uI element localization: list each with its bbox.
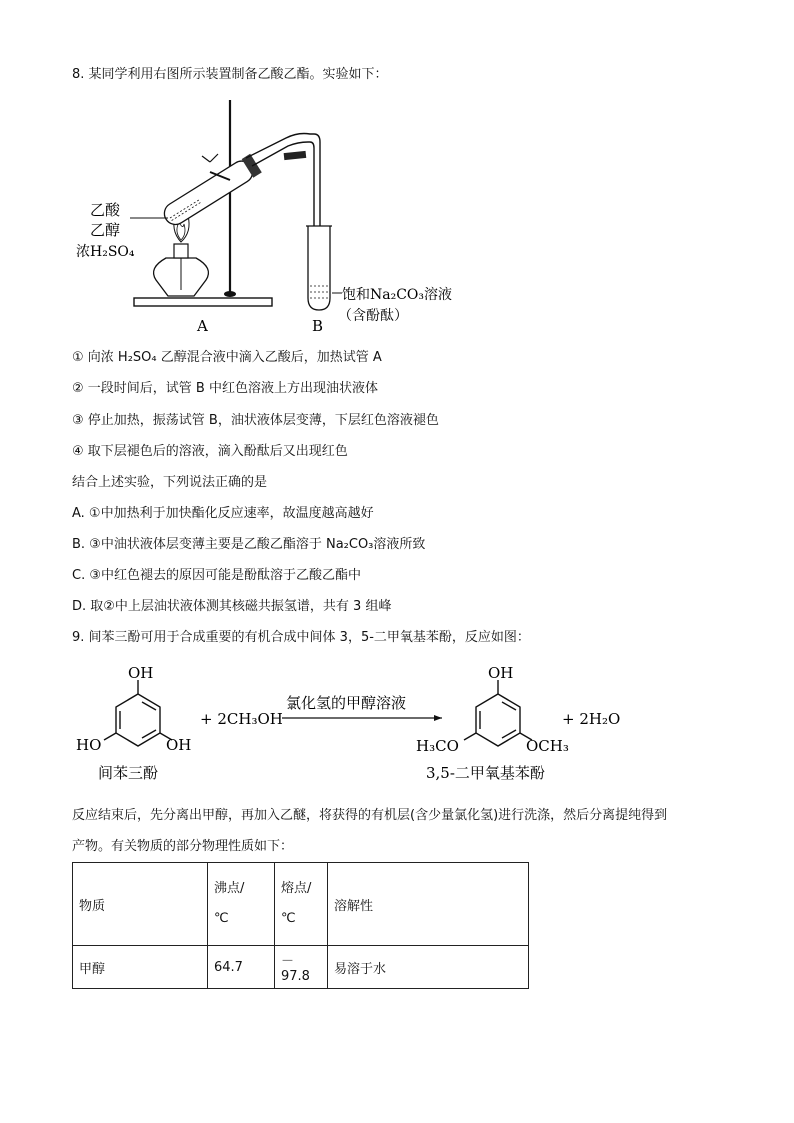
q8-step-3: ③ 停止加热，振荡试管 B，油状液体层变薄，下层红色溶液褪色 (72, 413, 439, 428)
q8-option-b: B. ③中油状液体层变薄主要是乙酸乙酯溶于 Na₂CO₃溶液所致 (72, 537, 426, 552)
label-ethanol: 乙醇 (90, 221, 121, 239)
label-tube-b: B (312, 317, 324, 335)
phloroglucinol-structure (104, 680, 172, 746)
label-sodium-carbonate: 饱和Na₂CO₃溶液 (342, 287, 453, 303)
q8-prompt: 结合上述实验，下列说法正确的是 (72, 475, 268, 490)
reagent-methanol: + 2CH₃OH (200, 710, 283, 728)
q8-step-4: ④ 取下层褪色后的溶液，滴入酚酞后又出现红色 (72, 444, 348, 459)
header-melting-point (275, 863, 328, 946)
header-mp-label: 熔点/ (281, 881, 312, 896)
physical-properties-table (72, 862, 529, 989)
q9-paragraph-line-2: 产物。有关物质的部分物理性质如下： (72, 839, 294, 854)
left-oh-left: HO (76, 736, 102, 754)
q8-stem: 8. 某同学利用右图所示装置制备乙酸乙酯。实验如下： (72, 67, 388, 82)
header-boiling-point (208, 863, 275, 946)
cell-boiling-point: 64.7 (208, 946, 275, 989)
label-acetic-acid: 乙酸 (90, 201, 121, 219)
q8-step-2: ② 一段时间后，试管 B 中红色溶液上方出现油状液体 (72, 381, 378, 396)
cell-substance: 甲醇 (73, 946, 208, 989)
label-tube-a: A (197, 317, 208, 335)
q9-paragraph-line-1: 反应结束后，先分离出甲醇，再加入乙醚，将获得的有机层(含少量氯化氢)进行洗涤，然后分离提纯得到 (72, 808, 668, 823)
q8-option-c: C. ③中红色褪去的原因可能是酚酞溶于乙酸乙酯中 (72, 568, 361, 583)
q8-option-d: D. 取②中上层油状液体测其核磁共振氢谱，共有 3 组峰 (72, 599, 392, 614)
header-mp-unit: ℃ (281, 911, 296, 926)
left-oh-right: OH (166, 736, 192, 754)
right-compound-name: 3,5-二甲氧基苯酚 (426, 764, 545, 782)
left-oh-top: OH (128, 664, 154, 682)
right-methoxy-left: H₃CO (416, 737, 459, 755)
cell-melting-point: －97.8 (275, 946, 328, 989)
label-conc-sulfuric-acid: 浓H₂SO₄ (76, 244, 135, 260)
label-phenolphthalein: （含酚酞） (338, 308, 408, 324)
right-oh-top: OH (488, 664, 514, 682)
q8-step-1: ① 向浓 H₂SO₄ 乙醇混合液中滴入乙酸后，加热试管 A (72, 350, 382, 365)
reaction-condition: 氯化氢的甲醇溶液 (286, 694, 407, 712)
header-substance: 物质 (73, 863, 208, 946)
header-bp-label: 沸点/ (214, 881, 245, 896)
distillation-apparatus-figure (70, 90, 470, 340)
table-header-row (73, 863, 529, 946)
byproduct-water: + 2H₂O (562, 710, 621, 728)
q8-option-a: A. ①中加热利于加快酯化反应速率，故温度越高越好 (72, 506, 374, 521)
left-compound-name: 间苯三酚 (98, 764, 159, 782)
table-row (73, 946, 529, 989)
header-solubility: 溶解性 (328, 863, 529, 946)
q9-stem: 9. 间苯三酚可用于合成重要的有机合成中间体 3，5-二甲氧基苯酚，反应如图： (72, 630, 530, 645)
right-methoxy-right: OCH₃ (526, 737, 569, 755)
dimethoxyphenol-structure (464, 680, 532, 746)
cell-solubility: 易溶于水 (328, 946, 529, 989)
header-bp-unit: ℃ (214, 911, 229, 926)
reaction-scheme (70, 660, 730, 790)
